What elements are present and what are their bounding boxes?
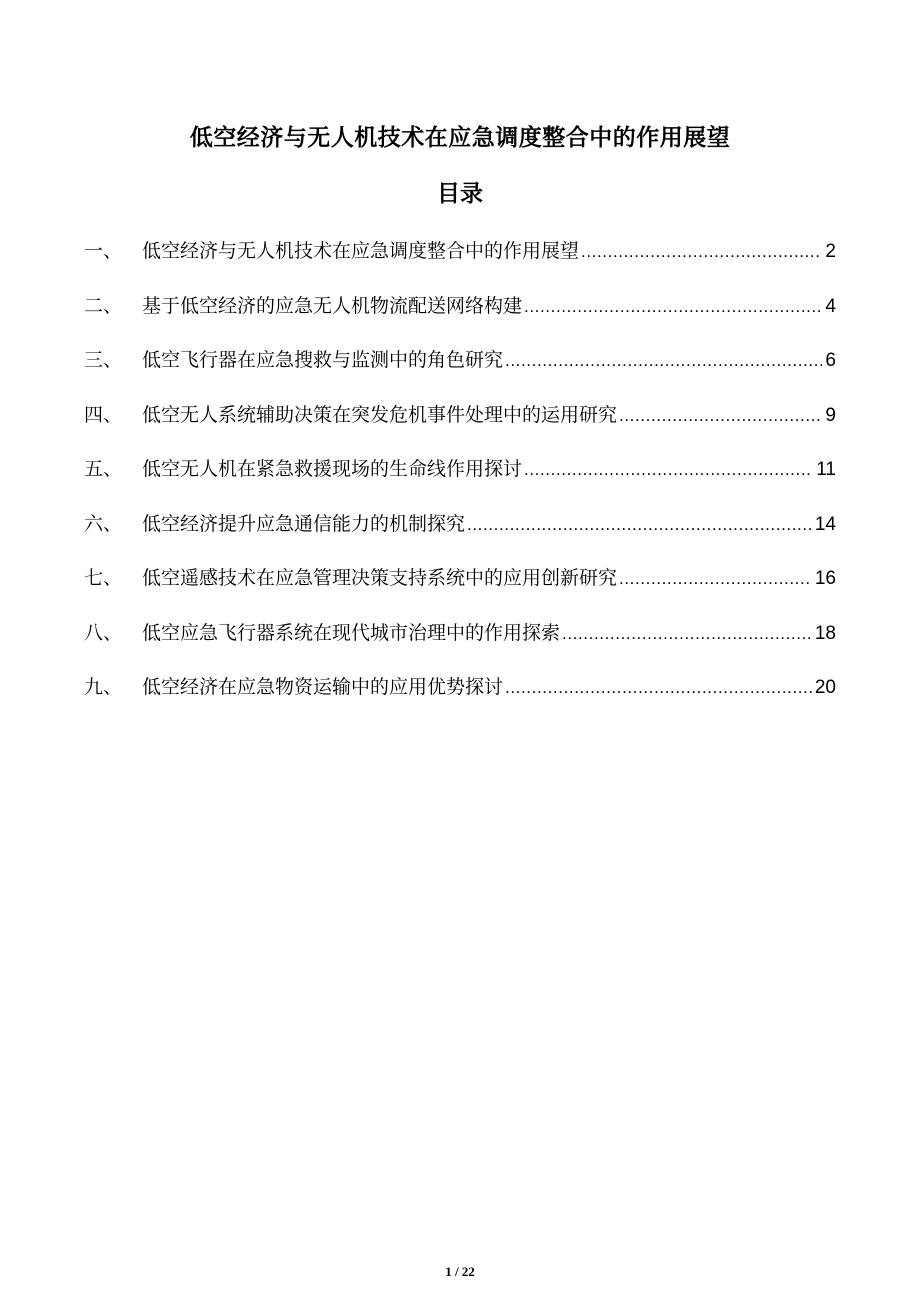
toc-entry[interactable] <box>84 672 836 727</box>
toc-entry-page: 16 <box>814 568 836 589</box>
toc-entry-title: 低空飞行器在应急搜救与监测中的角色研究 <box>142 349 504 371</box>
document-title: 低空经济与无人机技术在应急调度整合中的作用展望 <box>189 125 731 151</box>
toc-entry[interactable] <box>84 454 836 509</box>
toc-dot-leader <box>562 619 812 649</box>
toc-dot-leader <box>467 510 812 540</box>
toc-dot-leader <box>581 237 822 267</box>
toc-entry-number: 二、 <box>84 294 123 317</box>
toc-entry[interactable] <box>84 236 836 291</box>
toc-entry-page: 14 <box>814 513 836 535</box>
toc-dot-leader <box>505 673 812 703</box>
toc-entry-number: 九、 <box>84 676 123 698</box>
toc-entry-number: 三、 <box>84 349 123 371</box>
toc-entry-number: 五、 <box>84 458 123 480</box>
toc-entry[interactable] <box>84 563 836 618</box>
toc-entry-number: 六、 <box>84 512 123 535</box>
table-of-contents <box>84 236 836 727</box>
toc-dot-leader <box>524 455 813 485</box>
toc-entry-page: 11 <box>816 459 836 480</box>
toc-entry-title: 低空应急飞行器系统在现代城市治理中的作用探索 <box>142 621 561 644</box>
toc-entry-number: 七、 <box>84 567 123 589</box>
page-number-footer: 1 / 22 <box>445 1264 475 1279</box>
toc-entry-title: 低空遥感技术在应急管理决策支持系统中的应用创新研究 <box>142 567 618 589</box>
toc-entry-number: 八、 <box>84 621 123 644</box>
toc-dot-leader <box>619 564 812 594</box>
toc-entry-title: 低空经济在应急物资运输中的应用优势探讨 <box>142 676 504 698</box>
toc-entry-title: 低空经济与无人机技术在应急调度整合中的作用展望 <box>142 240 580 262</box>
toc-entry-page: 6 <box>825 350 836 371</box>
toc-entry-title: 低空无人机在紧急救援现场的生命线作用探讨 <box>142 458 523 480</box>
toc-entry[interactable] <box>84 291 836 346</box>
toc-entry-page: 18 <box>814 622 836 644</box>
toc-dot-leader <box>505 346 822 376</box>
toc-heading: 目录 <box>437 181 483 207</box>
toc-entry-title: 基于低空经济的应急无人机物流配送网络构建 <box>142 294 523 317</box>
toc-entry-title: 低空经济提升应急通信能力的机制探究 <box>142 512 466 535</box>
toc-entry-page: 9 <box>825 404 836 426</box>
toc-dot-leader <box>524 292 822 322</box>
toc-entry[interactable] <box>84 618 836 673</box>
toc-entry-number: 一、 <box>84 240 123 262</box>
toc-entry[interactable] <box>84 509 836 564</box>
toc-entry[interactable] <box>84 400 836 455</box>
toc-entry[interactable] <box>84 345 836 400</box>
toc-entry-page: 2 <box>825 241 836 262</box>
toc-entry-title: 低空无人系统辅助决策在突发危机事件处理中的运用研究 <box>142 403 618 426</box>
toc-entry-page: 4 <box>825 295 836 317</box>
toc-entry-page: 20 <box>814 677 836 698</box>
toc-dot-leader <box>619 401 822 431</box>
toc-entry-number: 四、 <box>84 403 123 426</box>
